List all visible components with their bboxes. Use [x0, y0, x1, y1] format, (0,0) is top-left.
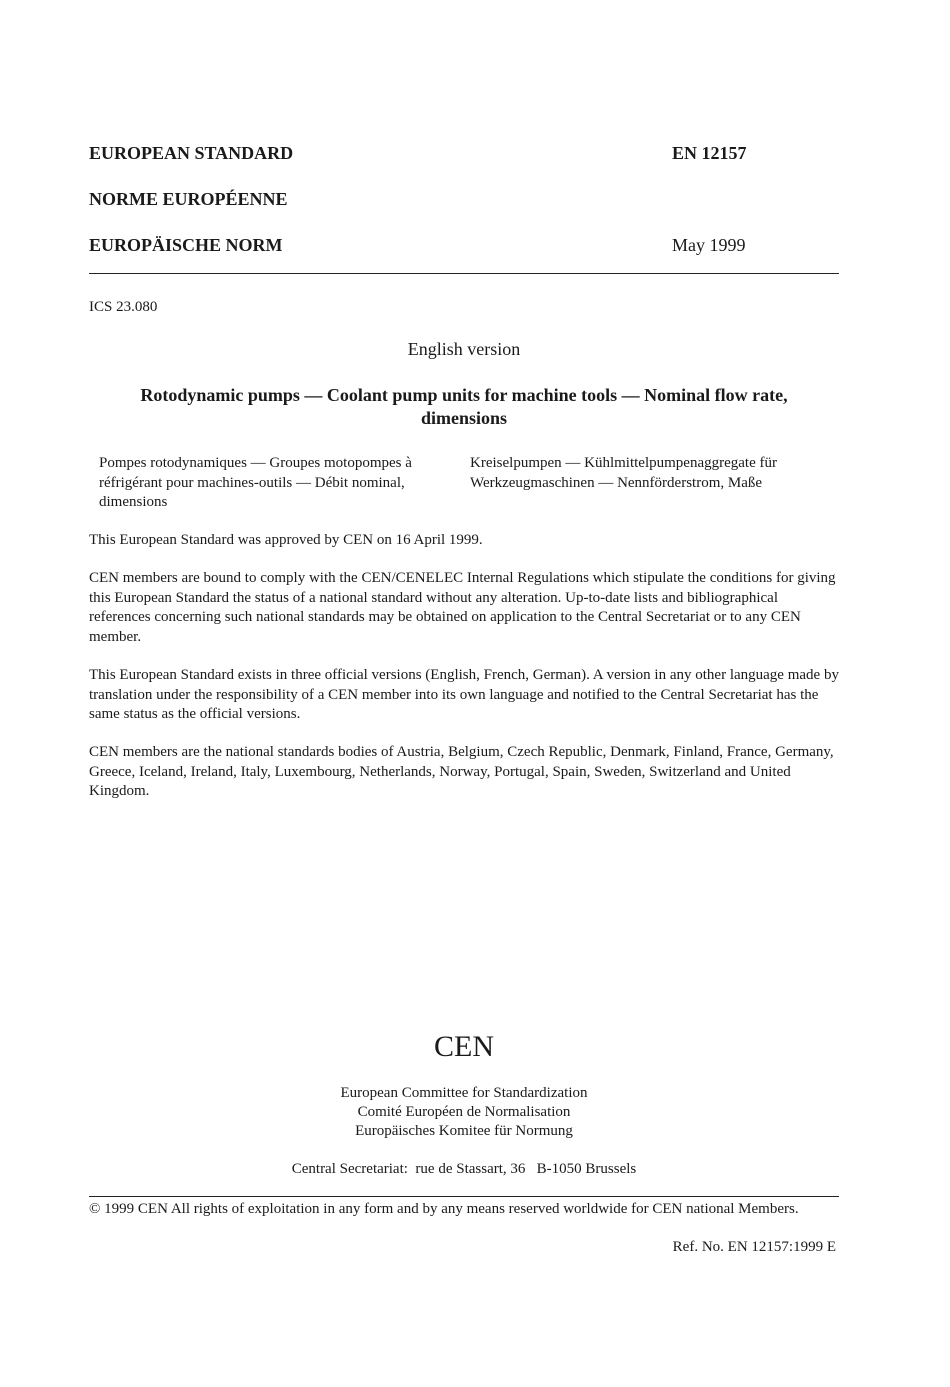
- standard-number: EN 12157: [672, 143, 747, 163]
- document-title-line1: Rotodynamic pumps — Coolant pump units for machine tools — Nominal flow rate,: [140, 385, 788, 405]
- members-paragraph: CEN members are the national standards bodies of Austria, Belgium, Czech Republic, Denmark, Finland, France, Germany, Greece, Iceland, Ireland, Italy, Luxembourg, Netherlands, Norway, Portugal, Spain, Sweden, Switzerland and United Kingdom.: [89, 744, 834, 799]
- approval-paragraph: This European Standard was approved by CEN on 16 April 1999.: [89, 532, 483, 548]
- title-translation-french: Pompes rotodynamiques — Groupes motopompes à réfrigérant pour machines-outils — Débit nominal, dimensions: [99, 455, 412, 510]
- title-en: EUROPEAN STANDARD: [89, 143, 294, 163]
- footer-divider: [89, 1196, 839, 1197]
- cen-secretariat-address: Central Secretariat: rue de Stassart, 36 B-1050 Brussels: [291, 1161, 637, 1177]
- reference-number: Ref. No. EN 12157:1999 E: [672, 1239, 836, 1255]
- versions-paragraph: This European Standard exists in three official versions (English, French, German). A version in any other language made by translation under the responsibility of a CEN member into its own language and notified to the Central Secretariat has the same status as the official versions.: [89, 667, 839, 722]
- document-title-line2: dimensions: [420, 408, 508, 428]
- title-translation-german: Kreiselpumpen — Kühlmittelpumpenaggregate für Werkzeugmaschinen — Nennförderstrom, Maße: [470, 455, 777, 491]
- cen-name-en: European Committee for Standardization: [340, 1085, 588, 1101]
- title-de: EUROPÄISCHE NORM: [89, 235, 283, 255]
- cen-name-fr: Comité Européen de Normalisation: [357, 1104, 571, 1120]
- cen-logo-text: CEN: [434, 1030, 494, 1063]
- header-divider: [89, 273, 839, 274]
- cen-name-de: Europäisches Komitee für Normung: [355, 1123, 573, 1139]
- compliance-paragraph: CEN members are bound to comply with the CEN/CENELEC Internal Regulations which stipulate the conditions for giving this European Standard the status of a national standard without any alteration. Up-to-date lists and bibliographical references concerning such national standards may be obtained on application to the Central Secretariat or to any CEN member.: [89, 570, 836, 645]
- publication-date: May 1999: [672, 235, 746, 255]
- ics-code: ICS 23.080: [89, 299, 158, 315]
- copyright-notice: © 1999 CEN All rights of exploitation in any form and by any means reserved worldwide for CEN national Members.: [89, 1201, 799, 1217]
- version-label: English version: [407, 339, 521, 359]
- title-fr: NORME EUROPÉENNE: [89, 189, 288, 209]
